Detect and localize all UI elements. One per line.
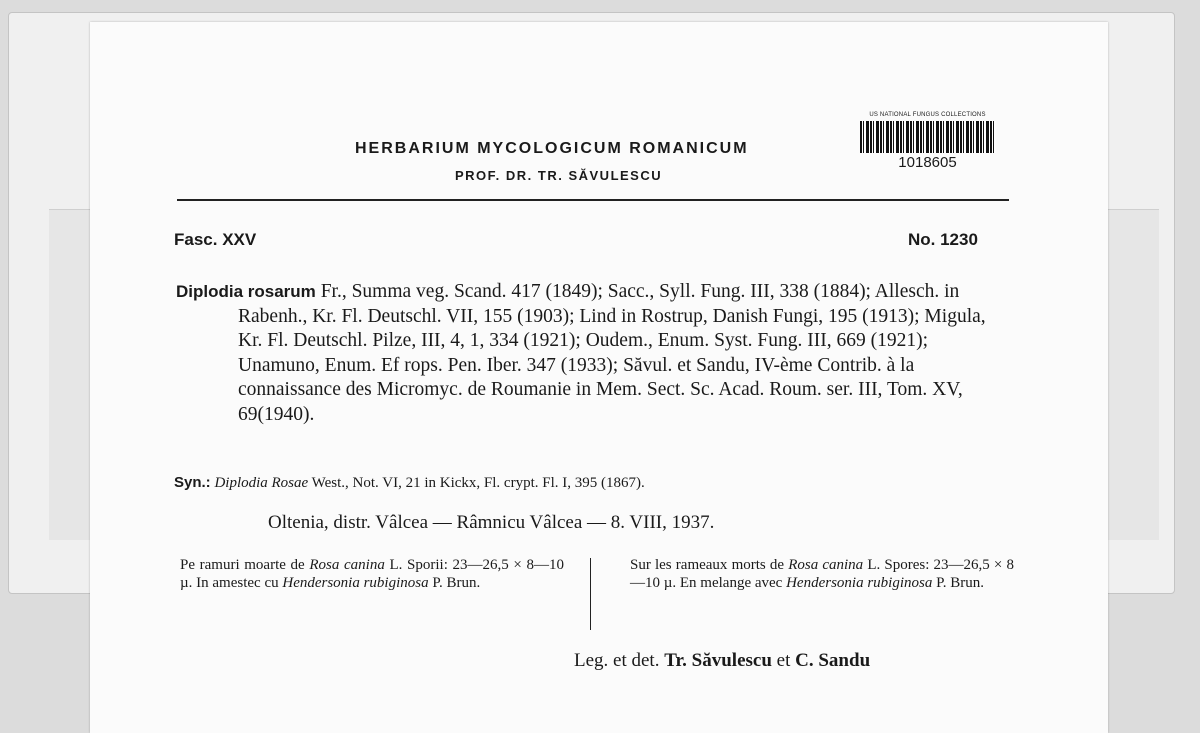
citation-lead: Fr., Summa veg. Scand. 417 (1849); Sacc., Syll. Fung. <box>320 281 746 302</box>
specimen-number: No. 1230 <box>908 230 978 249</box>
species-name: Diplodia rosarum <box>176 282 316 301</box>
collection-locality: Oltenia, distr. Vâlcea — Râmnicu Vâlcea — 8. VIII, 1937. <box>268 512 715 533</box>
synonym-label: Syn.: <box>174 474 211 491</box>
ro-assoc: Hendersonia rubiginosa <box>282 575 429 591</box>
fr-host: Rosa canina <box>788 557 864 573</box>
species-citation <box>176 280 1011 428</box>
barcode-number: 1018605 <box>898 154 957 171</box>
collector-1: Tr. Săvulescu <box>664 650 772 671</box>
description-romanian <box>180 556 564 592</box>
ro-host: Rosa canina <box>309 557 385 573</box>
description-french <box>630 556 1014 592</box>
collectors-line <box>574 650 870 672</box>
synonym-citation: West., Not. VI, 21 in Kickx, Fl. crypt. Fl. I, 395 (1867). <box>311 475 645 491</box>
collectors-conj: et <box>776 650 791 671</box>
specimen-label <box>90 22 1108 733</box>
citation-rest: III, 338 (1884); Allesch. in Rabenh., Kr. Fl. Deutschl. VII, 155 (1903); Lind in Rostrup, Danish Fungi, 195 (1913); Migula, Kr. Fl. Deutschl. Pilze, III, 4, 1, 334 (1921); Oudem., Enum. Syst. Fung. III, 669 (1921); Unamuno, Enum. Ef rops. Pen. Iber. 347 (1933); Săvul. et Sandu, IV-ème Contrib. à la connaissance des Micromyc. de Roumanie in Mem. Sect. Sc. Acad. Roum. ser. III, Tom. XV, 69(1940). <box>238 281 986 425</box>
fr-assoc: Hendersonia rubiginosa <box>786 575 933 591</box>
barcode-caption: US NATIONAL FUNGUS COLLECTIONS <box>869 112 986 118</box>
herbarium-title: HERBARIUM MYCOLOGICUM ROMANICUM <box>355 140 749 157</box>
barcode-icon <box>860 121 996 153</box>
fr-text-1: Sur les rameaux morts de <box>630 557 785 573</box>
barcode-block <box>855 112 1000 171</box>
column-divider <box>590 558 591 630</box>
header-divider <box>177 199 1009 201</box>
fr-text-2: L. Spores: 23—26,5 × 8—10 µ. En melange avec <box>630 557 1015 591</box>
synonym-name: Diplodia Rosae <box>214 475 309 491</box>
ro-text-3: P. Brun. <box>432 575 481 591</box>
synonym-line <box>174 474 645 492</box>
species-entry <box>176 280 1011 428</box>
fascicle-number: Fasc. XXV <box>174 230 257 249</box>
collector-2: C. Sandu <box>795 650 871 671</box>
ro-text-2: L. Sporii: 23—26,5 × 8—10 µ. In amestec cu <box>180 557 564 591</box>
fr-text-3: P. Brun. <box>936 575 985 591</box>
herbarium-subtitle: PROF. DR. TR. SĂVULESCU <box>455 168 663 183</box>
collectors-prefix: Leg. et det. <box>574 650 660 671</box>
ro-text-1: Pe ramuri moarte de <box>180 557 305 573</box>
